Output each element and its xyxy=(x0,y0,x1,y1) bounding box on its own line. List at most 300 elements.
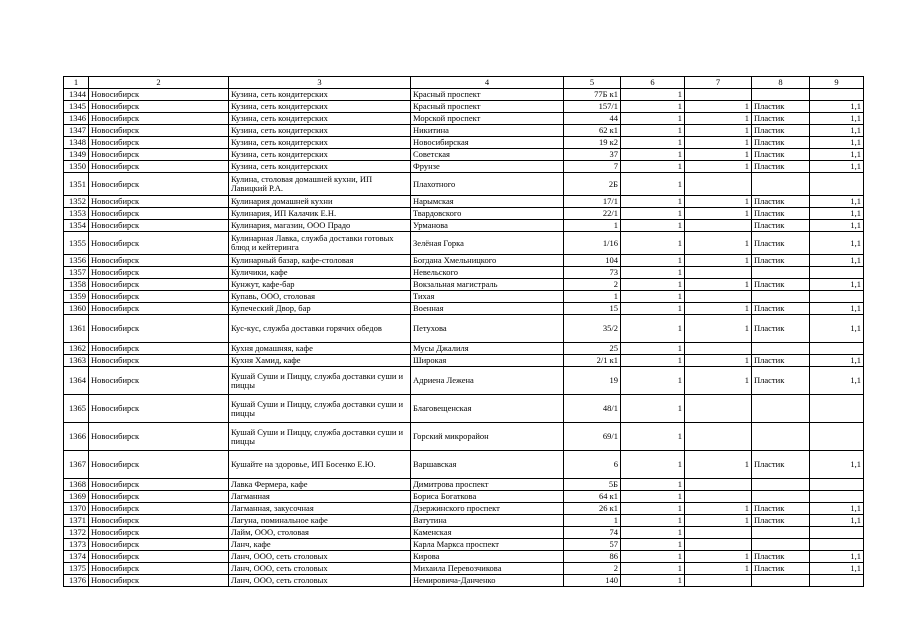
col6-cell: 1 xyxy=(621,279,685,291)
row-number-cell: 1356 xyxy=(64,255,89,267)
city-cell: Новосибирск xyxy=(89,267,229,279)
city-cell: Новосибирск xyxy=(89,515,229,527)
city-cell: Новосибирск xyxy=(89,303,229,315)
col9-cell: 1,1 xyxy=(810,515,864,527)
col7-cell: 1 xyxy=(685,137,752,149)
table-row xyxy=(64,149,864,161)
col7-cell xyxy=(685,491,752,503)
col7-cell: 1 xyxy=(685,101,752,113)
material-cell: Пластик xyxy=(752,367,810,395)
row-number-cell: 1374 xyxy=(64,551,89,563)
col6-cell: 1 xyxy=(621,355,685,367)
col6-cell: 1 xyxy=(621,220,685,232)
col7-cell xyxy=(685,220,752,232)
house-cell: 62 к1 xyxy=(564,125,621,137)
street-cell: Фрунзе xyxy=(411,161,564,173)
name-cell: Кунжут, кафе-бар xyxy=(229,279,411,291)
street-cell: Твардовского xyxy=(411,208,564,220)
col9-cell: 1,1 xyxy=(810,451,864,479)
column-header: 2 xyxy=(89,77,229,89)
name-cell: Купавь, ООО, столовая xyxy=(229,291,411,303)
house-cell: 104 xyxy=(564,255,621,267)
street-cell: Благовещенская xyxy=(411,395,564,423)
name-cell: Кузина, сеть кондитерских xyxy=(229,137,411,149)
row-number-cell: 1360 xyxy=(64,303,89,315)
name-cell: Ланч, кафе xyxy=(229,539,411,551)
row-number-cell: 1346 xyxy=(64,113,89,125)
column-header: 6 xyxy=(621,77,685,89)
table-row xyxy=(64,303,864,315)
name-cell: Кулинария, ИП Калачик Е.Н. xyxy=(229,208,411,220)
row-number-cell: 1345 xyxy=(64,101,89,113)
row-number-cell: 1367 xyxy=(64,451,89,479)
col6-cell: 1 xyxy=(621,101,685,113)
house-cell: 73 xyxy=(564,267,621,279)
table-row xyxy=(64,367,864,395)
row-number-cell: 1364 xyxy=(64,367,89,395)
row-number-cell: 1357 xyxy=(64,267,89,279)
city-cell: Новосибирск xyxy=(89,367,229,395)
material-cell xyxy=(752,423,810,451)
name-cell: Кузина, сеть кондитерских xyxy=(229,125,411,137)
catering-table xyxy=(63,76,864,587)
table-row xyxy=(64,220,864,232)
col9-cell: 1,1 xyxy=(810,255,864,267)
col7-cell: 1 xyxy=(685,125,752,137)
table-row xyxy=(64,101,864,113)
row-number-cell: 1375 xyxy=(64,563,89,575)
street-cell: Немировича-Данченко xyxy=(411,575,564,587)
row-number-cell: 1358 xyxy=(64,279,89,291)
col7-cell xyxy=(685,291,752,303)
material-cell: Пластик xyxy=(752,161,810,173)
house-cell: 86 xyxy=(564,551,621,563)
city-cell: Новосибирск xyxy=(89,101,229,113)
col9-cell xyxy=(810,479,864,491)
row-number-cell: 1350 xyxy=(64,161,89,173)
material-cell xyxy=(752,173,810,196)
table-row xyxy=(64,563,864,575)
street-cell: Горский микрорайон xyxy=(411,423,564,451)
name-cell: Кузина, сеть кондитерских xyxy=(229,101,411,113)
col9-cell xyxy=(810,491,864,503)
name-cell: Кус-кус, служба доставки горячих обедов xyxy=(229,315,411,343)
material-cell xyxy=(752,527,810,539)
table-row xyxy=(64,89,864,101)
material-cell xyxy=(752,575,810,587)
name-cell: Кушай Суши и Пиццу, служба доставки суши и пиццы xyxy=(229,395,411,423)
col7-cell: 1 xyxy=(685,315,752,343)
street-cell: Каменская xyxy=(411,527,564,539)
street-cell: Богдана Хмельницкого xyxy=(411,255,564,267)
row-number-cell: 1362 xyxy=(64,343,89,355)
material-cell: Пластик xyxy=(752,149,810,161)
col6-cell: 1 xyxy=(621,575,685,587)
city-cell: Новосибирск xyxy=(89,137,229,149)
material-cell: Пластик xyxy=(752,137,810,149)
col6-cell: 1 xyxy=(621,232,685,255)
name-cell: Кушайте на здоровье, ИП Босенко Е.Ю. xyxy=(229,451,411,479)
house-cell: 15 xyxy=(564,303,621,315)
city-cell: Новосибирск xyxy=(89,343,229,355)
house-cell: 140 xyxy=(564,575,621,587)
row-number-cell: 1376 xyxy=(64,575,89,587)
table-row xyxy=(64,161,864,173)
row-number-cell: 1361 xyxy=(64,315,89,343)
col6-cell: 1 xyxy=(621,125,685,137)
city-cell: Новосибирск xyxy=(89,161,229,173)
col9-cell: 1,1 xyxy=(810,220,864,232)
material-cell: Пластик xyxy=(752,220,810,232)
material-cell xyxy=(752,89,810,101)
material-cell: Пластик xyxy=(752,303,810,315)
col7-cell: 1 xyxy=(685,551,752,563)
table-row xyxy=(64,113,864,125)
table-row xyxy=(64,423,864,451)
name-cell: Ланч, ООО, сеть столовых xyxy=(229,551,411,563)
table-row xyxy=(64,539,864,551)
name-cell: Купеческий Двор, бар xyxy=(229,303,411,315)
city-cell: Новосибирск xyxy=(89,563,229,575)
city-cell: Новосибирск xyxy=(89,220,229,232)
table-row xyxy=(64,173,864,196)
col7-cell xyxy=(685,423,752,451)
city-cell: Новосибирск xyxy=(89,355,229,367)
col7-cell: 1 xyxy=(685,563,752,575)
col9-cell: 1,1 xyxy=(810,315,864,343)
street-cell: Нарымская xyxy=(411,196,564,208)
col7-cell xyxy=(685,395,752,423)
city-cell: Новосибирск xyxy=(89,232,229,255)
column-header: 9 xyxy=(810,77,864,89)
house-cell: 1 xyxy=(564,291,621,303)
material-cell: Пластик xyxy=(752,503,810,515)
city-cell: Новосибирск xyxy=(89,208,229,220)
row-number-cell: 1349 xyxy=(64,149,89,161)
house-cell: 22/1 xyxy=(564,208,621,220)
col9-cell xyxy=(810,89,864,101)
name-cell: Кузина, сеть кондитерских xyxy=(229,149,411,161)
row-number-cell: 1359 xyxy=(64,291,89,303)
row-number-cell: 1372 xyxy=(64,527,89,539)
col9-cell: 1,1 xyxy=(810,125,864,137)
house-cell: 44 xyxy=(564,113,621,125)
city-cell: Новосибирск xyxy=(89,279,229,291)
table-row xyxy=(64,315,864,343)
col6-cell: 1 xyxy=(621,491,685,503)
street-cell: Новосибирская xyxy=(411,137,564,149)
house-cell: 1 xyxy=(564,515,621,527)
city-cell: Новосибирск xyxy=(89,539,229,551)
house-cell: 2 xyxy=(564,279,621,291)
col7-cell xyxy=(685,173,752,196)
name-cell: Лагуна, поминальное кафе xyxy=(229,515,411,527)
city-cell: Новосибирск xyxy=(89,125,229,137)
col9-cell: 1,1 xyxy=(810,101,864,113)
name-cell: Кулинарная Лавка, служба доставки готовых блюд и кейтеринга xyxy=(229,232,411,255)
col9-cell xyxy=(810,267,864,279)
house-cell: 7 xyxy=(564,161,621,173)
name-cell: Ланч, ООО, сеть столовых xyxy=(229,563,411,575)
material-cell xyxy=(752,539,810,551)
house-cell: 37 xyxy=(564,149,621,161)
table-row xyxy=(64,255,864,267)
col6-cell: 1 xyxy=(621,503,685,515)
house-cell: 1/16 xyxy=(564,232,621,255)
column-header: 7 xyxy=(685,77,752,89)
col6-cell: 1 xyxy=(621,113,685,125)
street-cell: Кирова xyxy=(411,551,564,563)
street-cell: Михаила Перевозчикова xyxy=(411,563,564,575)
col7-cell: 1 xyxy=(685,255,752,267)
col9-cell xyxy=(810,423,864,451)
street-cell: Морской проспект xyxy=(411,113,564,125)
row-number-cell: 1348 xyxy=(64,137,89,149)
city-cell: Новосибирск xyxy=(89,315,229,343)
col9-cell: 1,1 xyxy=(810,137,864,149)
table-row xyxy=(64,355,864,367)
name-cell: Кулинарный базар, кафе-столовая xyxy=(229,255,411,267)
col9-cell: 1,1 xyxy=(810,279,864,291)
col9-cell: 1,1 xyxy=(810,551,864,563)
col9-cell: 1,1 xyxy=(810,367,864,395)
street-cell: Вокзальная магистраль xyxy=(411,279,564,291)
house-cell: 5Б xyxy=(564,479,621,491)
house-cell: 19 xyxy=(564,367,621,395)
col7-cell: 1 xyxy=(685,503,752,515)
street-cell: Тихая xyxy=(411,291,564,303)
city-cell: Новосибирск xyxy=(89,395,229,423)
material-cell xyxy=(752,479,810,491)
house-cell: 2 xyxy=(564,563,621,575)
city-cell: Новосибирск xyxy=(89,423,229,451)
row-number-cell: 1353 xyxy=(64,208,89,220)
col6-cell: 1 xyxy=(621,173,685,196)
row-number-cell: 1354 xyxy=(64,220,89,232)
table-row xyxy=(64,491,864,503)
col7-cell: 1 xyxy=(685,451,752,479)
house-cell: 6 xyxy=(564,451,621,479)
col7-cell: 1 xyxy=(685,232,752,255)
col6-cell: 1 xyxy=(621,291,685,303)
table-row xyxy=(64,575,864,587)
city-cell: Новосибирск xyxy=(89,451,229,479)
table-row xyxy=(64,343,864,355)
name-cell: Лагманная, закусочная xyxy=(229,503,411,515)
street-cell: Урманова xyxy=(411,220,564,232)
table-row xyxy=(64,503,864,515)
col7-cell: 1 xyxy=(685,149,752,161)
col6-cell: 1 xyxy=(621,395,685,423)
name-cell: Лавка Фермера, кафе xyxy=(229,479,411,491)
column-header: 8 xyxy=(752,77,810,89)
house-cell: 2Б xyxy=(564,173,621,196)
col9-cell: 1,1 xyxy=(810,303,864,315)
row-number-cell: 1373 xyxy=(64,539,89,551)
col9-cell xyxy=(810,343,864,355)
material-cell: Пластик xyxy=(752,101,810,113)
street-cell: Ватутина xyxy=(411,515,564,527)
city-cell: Новосибирск xyxy=(89,527,229,539)
house-cell: 48/1 xyxy=(564,395,621,423)
material-cell: Пластик xyxy=(752,196,810,208)
house-cell: 25 xyxy=(564,343,621,355)
col7-cell xyxy=(685,575,752,587)
name-cell: Кулина, столовая домашней кухни, ИП Лавицкий Р.А. xyxy=(229,173,411,196)
material-cell xyxy=(752,491,810,503)
row-number-cell: 1370 xyxy=(64,503,89,515)
name-cell: Кузина, сеть кондитерских xyxy=(229,161,411,173)
name-cell: Куличики, кафе xyxy=(229,267,411,279)
col9-cell: 1,1 xyxy=(810,208,864,220)
col7-cell: 1 xyxy=(685,367,752,395)
column-header: 1 xyxy=(64,77,89,89)
table-row xyxy=(64,515,864,527)
column-header: 4 xyxy=(411,77,564,89)
col7-cell xyxy=(685,267,752,279)
material-cell: Пластик xyxy=(752,515,810,527)
city-cell: Новосибирск xyxy=(89,113,229,125)
col6-cell: 1 xyxy=(621,137,685,149)
row-number-cell: 1351 xyxy=(64,173,89,196)
col6-cell: 1 xyxy=(621,551,685,563)
column-header: 3 xyxy=(229,77,411,89)
col6-cell: 1 xyxy=(621,303,685,315)
house-cell: 1 xyxy=(564,220,621,232)
col6-cell: 1 xyxy=(621,367,685,395)
col6-cell: 1 xyxy=(621,539,685,551)
name-cell: Кухня домашняя, кафе xyxy=(229,343,411,355)
spreadsheet-page xyxy=(63,76,861,587)
col9-cell: 1,1 xyxy=(810,161,864,173)
col7-cell: 1 xyxy=(685,303,752,315)
material-cell xyxy=(752,267,810,279)
col6-cell: 1 xyxy=(621,161,685,173)
city-cell: Новосибирск xyxy=(89,255,229,267)
row-number-cell: 1366 xyxy=(64,423,89,451)
material-cell: Пластик xyxy=(752,125,810,137)
col6-cell: 1 xyxy=(621,451,685,479)
name-cell: Кулинария, магазин, ООО Прадо xyxy=(229,220,411,232)
name-cell: Кузина, сеть кондитерских xyxy=(229,89,411,101)
city-cell: Новосибирск xyxy=(89,149,229,161)
name-cell: Кушай Суши и Пиццу, служба доставки суши и пиццы xyxy=(229,423,411,451)
material-cell: Пластик xyxy=(752,255,810,267)
material-cell xyxy=(752,291,810,303)
col9-cell xyxy=(810,527,864,539)
name-cell: Кулинария домашней кухни xyxy=(229,196,411,208)
col9-cell: 1,1 xyxy=(810,503,864,515)
material-cell: Пластик xyxy=(752,232,810,255)
material-cell: Пластик xyxy=(752,315,810,343)
col6-cell: 1 xyxy=(621,527,685,539)
table-row xyxy=(64,125,864,137)
material-cell: Пластик xyxy=(752,279,810,291)
material-cell: Пластик xyxy=(752,208,810,220)
col6-cell: 1 xyxy=(621,423,685,451)
city-cell: Новосибирск xyxy=(89,89,229,101)
col9-cell: 1,1 xyxy=(810,196,864,208)
street-cell: Советская xyxy=(411,149,564,161)
col7-cell xyxy=(685,527,752,539)
house-cell: 2/1 к1 xyxy=(564,355,621,367)
col9-cell: 1,1 xyxy=(810,232,864,255)
street-cell: Варшавская xyxy=(411,451,564,479)
street-cell: Петухова xyxy=(411,315,564,343)
col6-cell: 1 xyxy=(621,89,685,101)
house-cell: 17/1 xyxy=(564,196,621,208)
house-cell: 35/2 xyxy=(564,315,621,343)
row-number-cell: 1347 xyxy=(64,125,89,137)
name-cell: Кузина, сеть кондитерских xyxy=(229,113,411,125)
name-cell: Кухня Хамид, кафе xyxy=(229,355,411,367)
col6-cell: 1 xyxy=(621,343,685,355)
table-row xyxy=(64,479,864,491)
col7-cell: 1 xyxy=(685,196,752,208)
table-row xyxy=(64,196,864,208)
row-number-cell: 1368 xyxy=(64,479,89,491)
street-cell: Красный проспект xyxy=(411,89,564,101)
col9-cell xyxy=(810,575,864,587)
col7-cell: 1 xyxy=(685,515,752,527)
table-row xyxy=(64,291,864,303)
material-cell: Пластик xyxy=(752,355,810,367)
material-cell: Пластик xyxy=(752,563,810,575)
header-row xyxy=(64,77,864,89)
name-cell: Лайм, ООО, столовая xyxy=(229,527,411,539)
table-row xyxy=(64,551,864,563)
house-cell: 74 xyxy=(564,527,621,539)
street-cell: Бориса Богаткова xyxy=(411,491,564,503)
row-number-cell: 1369 xyxy=(64,491,89,503)
col7-cell xyxy=(685,89,752,101)
street-cell: Зелёная Горка xyxy=(411,232,564,255)
col7-cell xyxy=(685,479,752,491)
col7-cell: 1 xyxy=(685,355,752,367)
house-cell: 64 к1 xyxy=(564,491,621,503)
col7-cell: 1 xyxy=(685,279,752,291)
col9-cell xyxy=(810,395,864,423)
col6-cell: 1 xyxy=(621,255,685,267)
street-cell: Невельского xyxy=(411,267,564,279)
col7-cell: 1 xyxy=(685,161,752,173)
house-cell: 57 xyxy=(564,539,621,551)
street-cell: Адриена Лежена xyxy=(411,367,564,395)
row-number-cell: 1355 xyxy=(64,232,89,255)
table-row xyxy=(64,279,864,291)
row-number-cell: 1371 xyxy=(64,515,89,527)
table-row xyxy=(64,451,864,479)
table-row xyxy=(64,232,864,255)
street-cell: Димитрова проспект xyxy=(411,479,564,491)
street-cell: Плахотного xyxy=(411,173,564,196)
material-cell xyxy=(752,343,810,355)
material-cell: Пластик xyxy=(752,451,810,479)
col9-cell xyxy=(810,539,864,551)
street-cell: Военная xyxy=(411,303,564,315)
house-cell: 69/1 xyxy=(564,423,621,451)
city-cell: Новосибирск xyxy=(89,173,229,196)
city-cell: Новосибирск xyxy=(89,491,229,503)
city-cell: Новосибирск xyxy=(89,291,229,303)
col9-cell: 1,1 xyxy=(810,355,864,367)
col7-cell xyxy=(685,343,752,355)
material-cell: Пластик xyxy=(752,551,810,563)
street-cell: Карла Маркса проспект xyxy=(411,539,564,551)
table-row xyxy=(64,208,864,220)
house-cell: 19 к2 xyxy=(564,137,621,149)
row-number-cell: 1363 xyxy=(64,355,89,367)
